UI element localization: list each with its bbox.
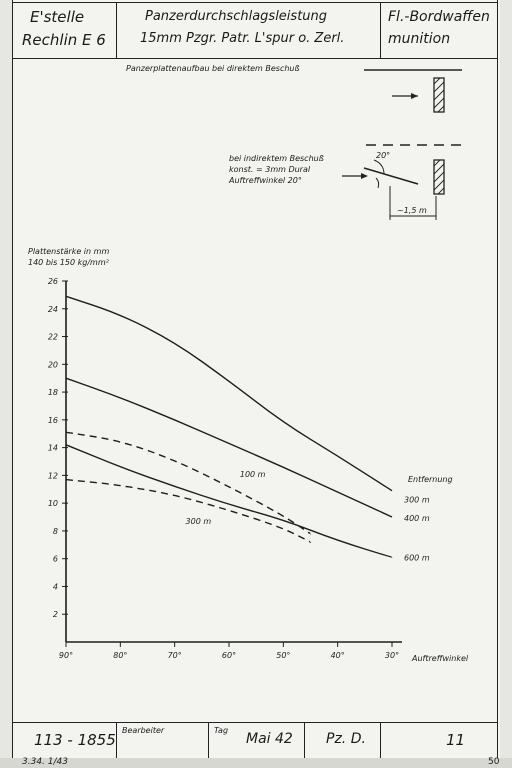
header-category-line1: Fl.-Bordwaffen (388, 9, 490, 25)
indirect-fire-label-line3: Auftreffwinkel 20° (229, 176, 302, 185)
indirect-fire-diagram (342, 145, 462, 220)
series-600m-solid (66, 445, 392, 558)
y-tick-label: 22 (47, 332, 58, 342)
series-400m-solid (66, 378, 392, 517)
impact-angle-label: 20° (376, 151, 391, 160)
y-tick-label: 18 (47, 388, 58, 398)
archive-stamp: 3.34. 1/43 (22, 757, 68, 767)
y-tick-label: 26 (47, 277, 58, 286)
x-tick-label: 90° (58, 651, 74, 660)
y-axis-label-line2: 140 bis 150 kg/mm² (28, 258, 109, 267)
x-axis-label: Auftreffwinkel (412, 654, 469, 663)
x-tick-label: 50° (276, 651, 291, 660)
header-title-line2: 15mm Pzgr. Patr. L'spur o. Zerl. (140, 31, 345, 46)
direct-arrow-head (411, 93, 418, 99)
x-tick-label: 80° (113, 651, 128, 660)
series-label-300m: 300 m (404, 495, 430, 505)
sheet-number: 11 (446, 731, 466, 749)
y-tick-label: 8 (52, 526, 58, 536)
x-tick-label: 40° (330, 651, 345, 660)
document-date: Mai 42 (246, 731, 293, 747)
spacing-label: ~1,5 m (397, 206, 427, 215)
y-tick-label: 16 (47, 415, 58, 425)
indirect-arrow-head (361, 173, 368, 179)
y-tick-label: 10 (47, 499, 58, 509)
header-office-line2: Rechlin E 6 (22, 31, 106, 49)
y-tick-label: 4 (52, 582, 58, 592)
y-tick-label: 24 (47, 304, 58, 314)
series-label-400m: 400 m (404, 514, 430, 524)
page-number: 50 (488, 757, 500, 767)
direct-plate-hatch (434, 78, 444, 112)
header-office-line1: E'stelle (30, 8, 85, 26)
y-tick-label: 6 (52, 554, 58, 564)
indirect-plate-hatch (434, 160, 444, 194)
y-tick-label: 12 (47, 471, 58, 481)
y-tick-label: 20 (47, 360, 58, 370)
header-title-line1: Panzerdurchschlagsleistung (145, 9, 328, 24)
dural-plate (364, 168, 418, 184)
direct-fire-diagram (364, 70, 462, 112)
document-number: 113 - 1855 (34, 731, 116, 749)
y-axis-label-line1: Plattenstärke in mm (28, 247, 110, 256)
legend-title: Entfernung (408, 475, 453, 484)
header-category-line2: munition (388, 31, 451, 47)
y-tick-label: 14 (47, 443, 58, 453)
series-label-600m: 600 m (404, 553, 430, 563)
series-300m-solid (66, 296, 392, 490)
series-label-100m: 100 m (239, 469, 266, 479)
armor-penetration-chart (48, 277, 430, 660)
series-label-300m-dashed: 300 m (185, 516, 212, 526)
indirect-fire-label-line1: bei indirektem Beschuß (229, 154, 324, 163)
indirect-fire-label-line2: konst. = 3mm Dural (229, 165, 311, 174)
series-300m-dashed (66, 480, 311, 542)
issuing-office: Pz. D. (326, 731, 366, 747)
tag-label: Tag (214, 726, 229, 735)
y-tick-label: 2 (52, 610, 58, 620)
x-tick-label: 60° (221, 651, 237, 660)
x-tick-label: 70° (167, 651, 182, 660)
x-tick-label: 30° (384, 651, 400, 660)
direct-fire-label: Panzerplattenaufbau bei direktem Beschuß (126, 64, 300, 73)
angle-arc-lower (376, 178, 379, 188)
bearbeiter-label: Bearbeiter (122, 726, 165, 735)
